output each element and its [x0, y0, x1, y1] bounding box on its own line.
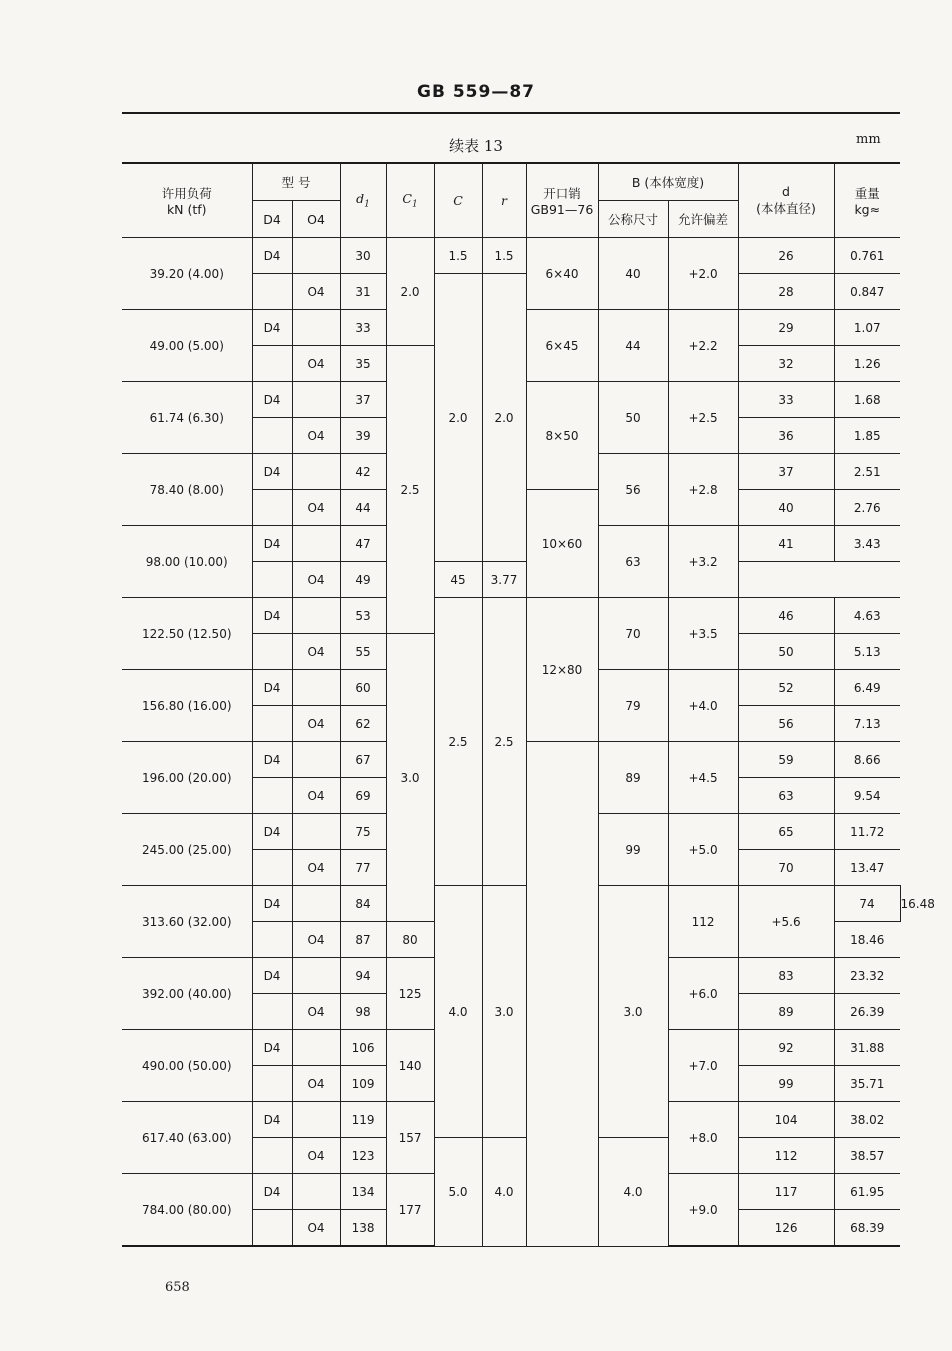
c-cell: 4.0	[482, 1138, 526, 1247]
d1-cell: 42	[340, 454, 386, 490]
d1-cell: 75	[340, 814, 386, 850]
tol-cell: +4.0	[668, 670, 738, 742]
d1-cell: 60	[340, 670, 386, 706]
d1-cell: 37	[340, 382, 386, 418]
d-cell: 89	[738, 994, 834, 1030]
d1-cell: 62	[340, 706, 386, 742]
d-cell: 36	[738, 418, 834, 454]
b-cell: 63	[598, 526, 668, 598]
tol-cell: +6.0	[668, 958, 738, 1030]
d1-cell: 77	[340, 850, 386, 886]
col-b: B (本体宽度)	[598, 163, 738, 201]
c1-cell: 2.5	[386, 346, 434, 634]
weight-cell: 3.43	[834, 526, 900, 562]
d-cell: 74	[834, 886, 900, 922]
weight-cell: 8.66	[834, 742, 900, 778]
r-cell: 3.0	[598, 886, 668, 1138]
model-o4-cell: O4	[292, 274, 340, 310]
d1-cell: 47	[340, 526, 386, 562]
tol-cell: +4.5	[668, 742, 738, 814]
weight-cell: 2.51	[834, 454, 900, 490]
weight-cell: 68.39	[834, 1210, 900, 1247]
load-cell: 490.00 (50.00)	[122, 1030, 252, 1102]
top-rule	[122, 112, 900, 114]
c1-cell: 3.0	[386, 634, 434, 922]
col-load: 许用负荷 kN (tf)	[122, 163, 252, 238]
d-cell: 50	[738, 634, 834, 670]
b-cell: 157	[386, 1102, 434, 1174]
pin-empty-cell	[526, 742, 598, 1247]
weight-cell: 1.07	[834, 310, 900, 346]
d1-cell: 30	[340, 238, 386, 274]
table-row	[122, 238, 900, 274]
model-o4-cell: O4	[292, 634, 340, 670]
r-cell: 2.0	[482, 274, 526, 562]
load-cell: 784.00 (80.00)	[122, 1174, 252, 1247]
model-d4-cell: D4	[252, 454, 292, 490]
pin-cell: 6×45	[526, 310, 598, 382]
d1-cell: 69	[340, 778, 386, 814]
weight-cell: 61.95	[834, 1174, 900, 1210]
tol-cell: +2.8	[668, 454, 738, 526]
weight-cell: 31.88	[834, 1030, 900, 1066]
load-cell: 61.74 (6.30)	[122, 382, 252, 454]
r-cell: 4.0	[598, 1138, 668, 1247]
weight-cell: 5.13	[834, 634, 900, 670]
d-cell: 40	[738, 490, 834, 526]
c1-cell: 2.0	[386, 238, 434, 346]
weight-cell: 38.57	[834, 1138, 900, 1174]
weight-cell: 4.63	[834, 598, 900, 634]
c1-cell: 4.0	[434, 886, 482, 1138]
model-o4-cell: O4	[292, 1210, 340, 1247]
d-cell: 33	[738, 382, 834, 418]
b-cell: 70	[598, 598, 668, 670]
d1-cell: 53	[340, 598, 386, 634]
d1-cell: 84	[340, 886, 386, 922]
table-caption: 续表 13	[449, 137, 503, 155]
d-cell: 65	[738, 814, 834, 850]
model-o4-cell: O4	[292, 706, 340, 742]
col-b-nominal: 公称尺寸	[598, 201, 668, 238]
d-cell: 63	[738, 778, 834, 814]
b-cell: 112	[668, 886, 738, 958]
unit-label: mm	[856, 132, 881, 147]
tol-cell: +7.0	[668, 1030, 738, 1102]
load-cell: 313.60 (32.00)	[122, 886, 252, 958]
d-cell: 126	[738, 1210, 834, 1247]
d1-cell: 94	[340, 958, 386, 994]
c-cell: 2.5	[434, 598, 482, 886]
col-c1: $C_1$	[386, 163, 434, 238]
d1-cell: 55	[340, 634, 386, 670]
col-b-tol: 允许偏差	[668, 201, 738, 238]
weight-cell: 1.85	[834, 418, 900, 454]
table-row: 313.60 (32.00) D4 84 4.0 3.0 3.0 112 +5.6 74 16.48	[122, 886, 900, 922]
d-cell: 32	[738, 346, 834, 382]
d-cell: 104	[738, 1102, 834, 1138]
model-o4-cell: O4	[292, 922, 340, 958]
col-d1: $d_1$	[340, 163, 386, 238]
b-cell: 44	[598, 310, 668, 382]
model-d4-cell: D4	[252, 1174, 292, 1210]
b-cell: 177	[386, 1174, 434, 1247]
weight-cell: 7.13	[834, 706, 900, 742]
col-c: C	[434, 163, 482, 238]
weight-cell: 3.77	[482, 562, 526, 598]
c-cell: 2.0	[434, 274, 482, 562]
weight-cell: 13.47	[834, 850, 900, 886]
c-cell: 1.5	[434, 238, 482, 274]
d1-cell: 109	[340, 1066, 386, 1102]
d1-cell: 106	[340, 1030, 386, 1066]
col-pin: 开口销 GB91—76	[526, 163, 598, 238]
col-weight: 重量 kg≈	[834, 163, 900, 238]
d-cell: 41	[738, 526, 834, 562]
d-cell: 99	[738, 1066, 834, 1102]
model-d4-cell: D4	[252, 1030, 292, 1066]
load-cell: 98.00 (10.00)	[122, 526, 252, 598]
d1-cell: 98	[340, 994, 386, 1030]
d1-cell: 33	[340, 310, 386, 346]
d-cell: 52	[738, 670, 834, 706]
pin-cell: 12×80	[526, 598, 598, 742]
weight-cell: 0.761	[834, 238, 900, 274]
weight-cell: 1.68	[834, 382, 900, 418]
d1-cell: 31	[340, 274, 386, 310]
load-cell: 392.00 (40.00)	[122, 958, 252, 1030]
tol-cell: +2.2	[668, 310, 738, 382]
spec-table	[122, 162, 935, 1247]
pin-cell: 8×50	[526, 382, 598, 490]
pin-cell: 10×60	[526, 490, 598, 598]
model-o4-cell: O4	[292, 778, 340, 814]
model-o4-cell: O4	[292, 1066, 340, 1102]
model-d4-cell: D4	[252, 526, 292, 562]
c1-cell: 5.0	[434, 1138, 482, 1247]
b-cell: 79	[598, 670, 668, 742]
weight-cell: 26.39	[834, 994, 900, 1030]
d1-cell: 49	[340, 562, 386, 598]
weight-cell: 23.32	[834, 958, 900, 994]
load-cell: 617.40 (63.00)	[122, 1102, 252, 1174]
table-row	[122, 598, 900, 634]
d-cell: 29	[738, 310, 834, 346]
pin-cell: 6×40	[526, 238, 598, 310]
weight-cell: 35.71	[834, 1066, 900, 1102]
r-cell: 1.5	[482, 238, 526, 274]
tol-cell: +5.0	[668, 814, 738, 886]
c-cell: 3.0	[482, 886, 526, 1138]
d1-cell: 67	[340, 742, 386, 778]
tol-cell: +3.5	[668, 598, 738, 670]
model-o4-cell: O4	[292, 562, 340, 598]
model-o4-cell: O4	[292, 418, 340, 454]
d-cell: 70	[738, 850, 834, 886]
load-cell: 122.50 (12.50)	[122, 598, 252, 670]
weight-cell: 9.54	[834, 778, 900, 814]
b-cell: 140	[386, 1030, 434, 1102]
d1-cell: 39	[340, 418, 386, 454]
weight-cell: 6.49	[834, 670, 900, 706]
weight-cell: 2.76	[834, 490, 900, 526]
tol-cell: +2.0	[668, 238, 738, 310]
d-cell: 92	[738, 1030, 834, 1066]
r-cell: 2.5	[482, 598, 526, 886]
weight-cell: 18.46	[834, 922, 900, 958]
d1-cell: 138	[340, 1210, 386, 1247]
d1-cell: 35	[340, 346, 386, 382]
d-cell: 117	[738, 1174, 834, 1210]
model-o4-cell: O4	[292, 1138, 340, 1174]
model-d4-cell: D4	[252, 1102, 292, 1138]
col-model-o4: O4	[292, 201, 340, 238]
d-cell: 59	[738, 742, 834, 778]
model-d4-cell: D4	[252, 310, 292, 346]
load-cell: 39.20 (4.00)	[122, 238, 252, 310]
load-cell: 245.00 (25.00)	[122, 814, 252, 886]
model-d4-cell: D4	[252, 886, 292, 922]
b-cell: 99	[598, 814, 668, 886]
load-cell: 196.00 (20.00)	[122, 742, 252, 814]
d-cell: 37	[738, 454, 834, 490]
b-cell: 50	[598, 382, 668, 454]
tol-cell: +2.5	[668, 382, 738, 454]
d-cell: 28	[738, 274, 834, 310]
model-o4-cell: O4	[292, 490, 340, 526]
model-d4-cell: D4	[252, 598, 292, 634]
d-cell: 56	[738, 706, 834, 742]
d1-cell: 44	[340, 490, 386, 526]
weight-cell: 0.847	[834, 274, 900, 310]
d-cell: 46	[738, 598, 834, 634]
model-d4-cell: D4	[252, 238, 292, 274]
col-model: 型 号	[252, 163, 340, 201]
model-o4-cell: O4	[292, 346, 340, 382]
model-d4-cell: D4	[252, 742, 292, 778]
weight-cell: 38.02	[834, 1102, 900, 1138]
tol-cell: +8.0	[668, 1102, 738, 1174]
model-d4-cell: D4	[252, 814, 292, 850]
page-number: 658	[165, 1280, 190, 1295]
standard-code: GB 559—87	[417, 82, 535, 102]
d-cell: 112	[738, 1138, 834, 1174]
d-cell: 45	[434, 562, 482, 598]
tol-cell: +3.2	[668, 526, 738, 598]
col-d: d (本体直径)	[738, 163, 834, 238]
load-cell: 156.80 (16.00)	[122, 670, 252, 742]
d-cell: 26	[738, 238, 834, 274]
b-cell: 56	[598, 454, 668, 526]
col-model-d4: D4	[252, 201, 292, 238]
weight-cell: 1.26	[834, 346, 900, 382]
tol-cell: +9.0	[668, 1174, 738, 1247]
b-cell: 40	[598, 238, 668, 310]
tol-cell: +5.6	[738, 886, 834, 958]
model-o4-cell: O4	[292, 994, 340, 1030]
d1-cell: 87	[340, 922, 386, 958]
col-r: r	[482, 163, 526, 238]
model-o4-cell: O4	[292, 850, 340, 886]
load-cell: 78.40 (8.00)	[122, 454, 252, 526]
model-d4-cell: D4	[252, 670, 292, 706]
b-cell: 125	[386, 958, 434, 1030]
d-cell: 83	[738, 958, 834, 994]
d1-cell: 134	[340, 1174, 386, 1210]
b-cell: 89	[598, 742, 668, 814]
load-cell: 49.00 (5.00)	[122, 310, 252, 382]
weight-cell: 11.72	[834, 814, 900, 850]
model-d4-cell: D4	[252, 382, 292, 418]
d-cell: 80	[386, 922, 434, 958]
d1-cell: 119	[340, 1102, 386, 1138]
model-d4-cell: D4	[252, 958, 292, 994]
d1-cell: 123	[340, 1138, 386, 1174]
